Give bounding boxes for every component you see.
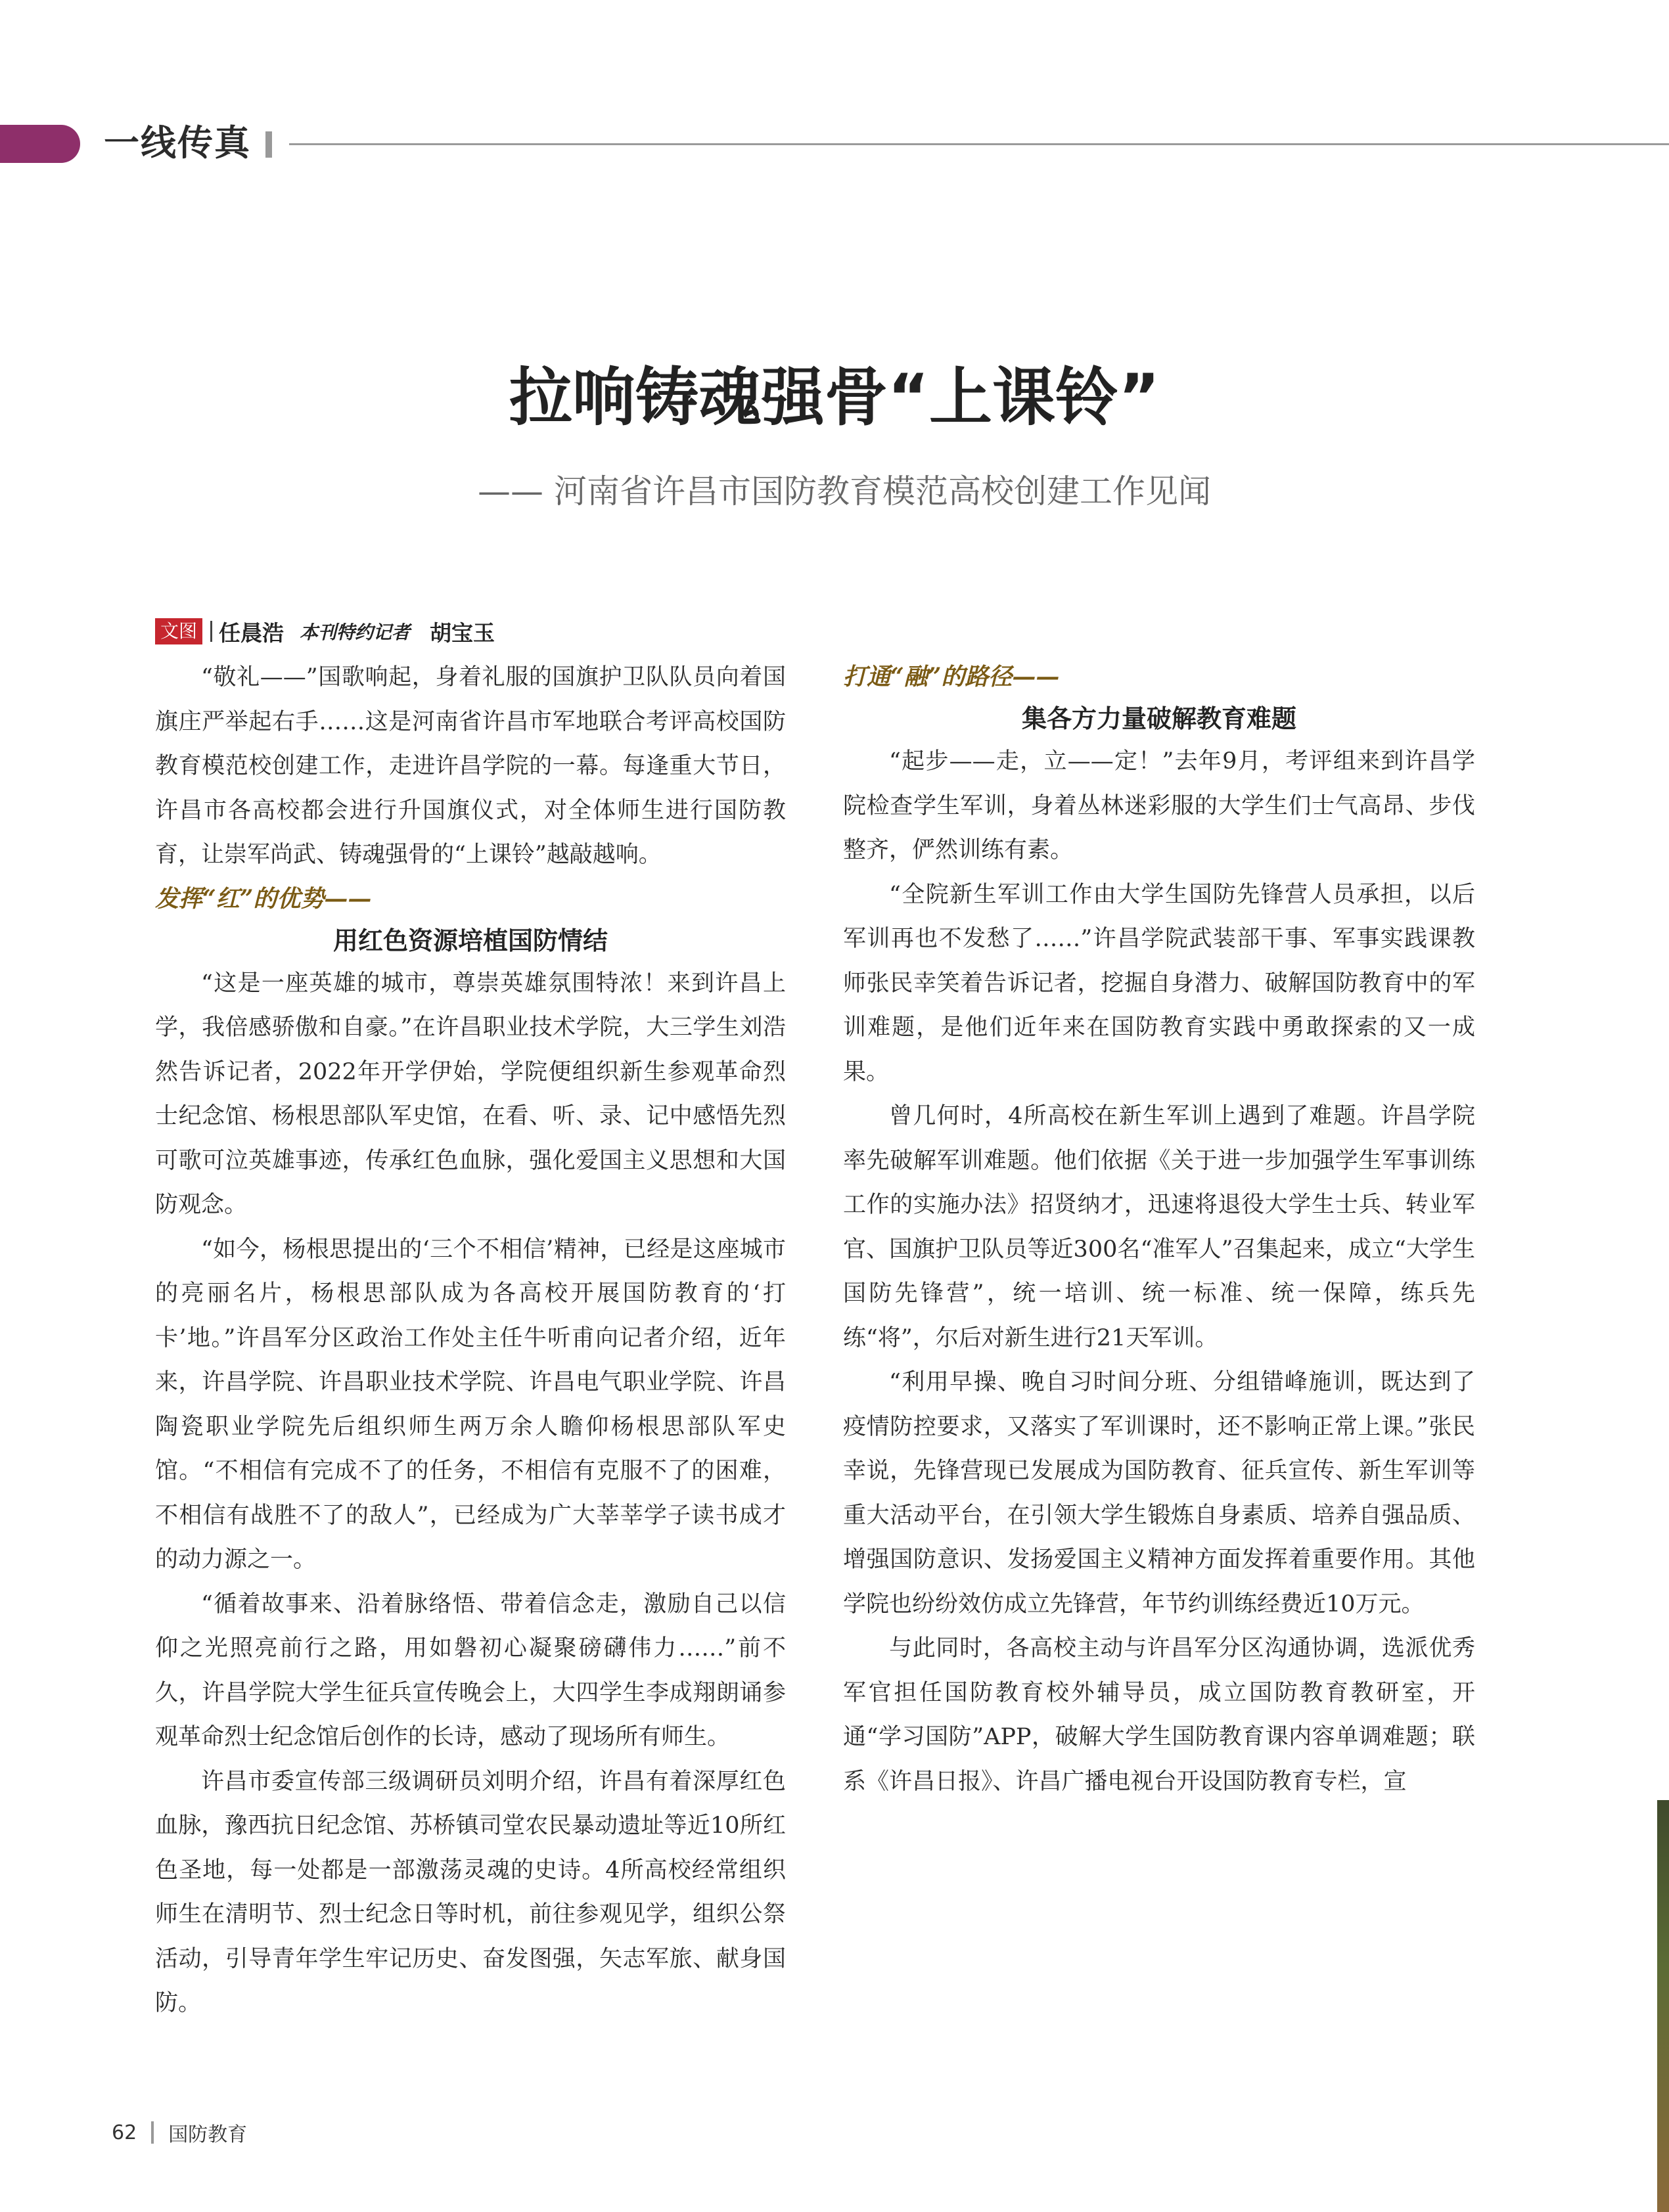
body-paragraph: 与此同时，各高校主动与许昌军分区沟通协调，选派优秀军官担任国防教育校外辅导员，成立国防教育教研室，开通“学习国防”APP，破解大学生国防教育课内容单调难题；联系《许昌日报》、许昌广播电视台开设国防教育专栏，宣: [843, 1635, 1475, 1795]
intro-paragraph: “敬礼——”国歌响起，身着礼服的国旗护卫队队员向着国旗庄严举起右手……这是河南省许昌市军地联合考评高校国防教育模范校创建工作，走进许昌学院的一幕。每逢重大节日，许昌市各高校都会进行升国旗仪式，对全体师生进行国防教育，让崇军尚武、铸魂强骨的“上课铃”越敲越响。: [155, 664, 786, 868]
section-kicker: 打通“融”的路径——: [843, 663, 1060, 690]
text-column-right: [843, 656, 1475, 1804]
page-number: 62: [112, 2121, 137, 2144]
body-paragraph: “利用早操、晚自习时间分班、分组错峰施训，既达到了疫情防控要求，又落实了军训课时，还不影响正常上课。”张民幸说，先锋营现已发展成为国防教育、征兵宣传、新生军训等重大活动平台，在引领大学生锻炼自身素质、培养自强品质、增强国防意识、发扬爱国主义精神方面发挥着重要作用。其他学院也纷纷效仿成立先锋营，年节约训练经费近10万元。: [843, 1369, 1475, 1617]
page-footer: [112, 2118, 247, 2147]
byline: [155, 616, 511, 646]
byline-tag: 文图: [155, 618, 202, 644]
article-subtitle: —— 河南省许昌市国防教育模范高校创建工作见闻: [478, 472, 1211, 510]
header-rule: [289, 143, 1669, 145]
section-heading: 集各方力量破解教育难题: [1021, 704, 1296, 733]
body-paragraph: “如今，杨根思提出的‘三个不相信’精神，已经是这座城市的亮丽名片，杨根思部队成为各高校开展国防教育的‘打卡’地。”许昌军分区政治工作处主任牛听甫向记者介绍，近年来，许昌学院、许昌职业技术学院、许昌电气职业学院、许昌陶瓷职业学院先后组织师生两万余人瞻仰杨根思部队军史馆。“不相信有完成不了的任务，不相信有克服不了的困难，不相信有战胜不了的敌人”，已经成为广大莘莘学子读书成才的动力源之一。: [155, 1236, 786, 1573]
author-name: 胡宝玉: [430, 620, 495, 646]
body-paragraph: 曾几何时，4所高校在新生军训上遇到了难题。许昌学院率先破解军训难题。他们依据《关于进一步加强学生军事训练工作的实施办法》招贤纳才，迅速将退役大学生士兵、转业军官、国旗护卫队员等近300名“准军人”召集起来，成立“大学生国防先锋营”，统一培训、统一标准、统一保障，练兵先练“将”，尔后对新生进行21天军训。: [843, 1103, 1475, 1351]
body-paragraph: “循着故事来、沿着脉络悟、带着信念走，激励自己以信仰之光照亮前行之路，用如磐初心凝聚磅礴伟力……”前不久，许昌学院大学生征兵宣传晚会上，大四学生李成翔朗诵参观革命烈士纪念馆后创作的长诗，感动了现场所有师生。: [155, 1591, 786, 1750]
section-kicker: 发挥“红”的优势——: [155, 884, 372, 913]
body-paragraph: 许昌市委宣传部三级调研员刘明介绍，许昌有着深厚红色血脉，豫西抗日纪念馆、苏桥镇司堂农民暴动遗址等近10所红色圣地，每一处都是一部激荡灵魂的史诗。4所高校经常组织师生在清明节、烈士纪念日等时机，前往参观见学，组织公祭活动，引导青年学生牢记历史、奋发图强，矢志军旅、献身国防。: [155, 1768, 786, 2016]
article-title: 拉响铸魂强骨“上课铃”: [509, 361, 1160, 434]
section-tag: 一线传真: [104, 122, 251, 164]
body-paragraph: “全院新生军训工作由大学生国防先锋营人员承担，以后军训再也不发愁了……”许昌学院武装部干事、军事实践课教师张民幸笑着告诉记者，挖掘自身潜力、破解国防教育中的军训难题，是他们近年来在国防教育实践中勇敢探索的又一成果。: [843, 881, 1475, 1085]
body-paragraph: “起步——走，立——定！”去年9月，考评组来到许昌学院检查学生军训，身着丛林迷彩服的大学生们士气高昂、步伐整齐，俨然训练有素。: [843, 748, 1475, 863]
body-paragraph: “这是一座英雄的城市，尊崇英雄氛围特浓！来到许昌上学，我倍感骄傲和自豪。”在许昌职业技术学院，大三学生刘浩然告诉记者，2022年开学伊始，学院便组织新生参观革命烈士纪念馆、杨根思部队军史馆，在看、听、录、记中感悟先烈可歌可泣英雄事迹，传承红色血脉，强化爱国主义思想和大国防观念。: [155, 970, 786, 1218]
footer-divider: [151, 2121, 154, 2144]
section-marker-pill: [0, 125, 80, 163]
text-column-left: [155, 656, 786, 2026]
edge-photo-strip: [1657, 1800, 1669, 2212]
section-divider-bar: [265, 131, 272, 158]
author-name: 任晨浩: [219, 620, 285, 646]
magazine-name: 国防教育: [168, 2123, 248, 2146]
byline-separator: [210, 621, 212, 642]
author-role: 本刊特约记者: [300, 621, 411, 643]
section-heading: 用红色资源培植国防情结: [332, 926, 608, 955]
